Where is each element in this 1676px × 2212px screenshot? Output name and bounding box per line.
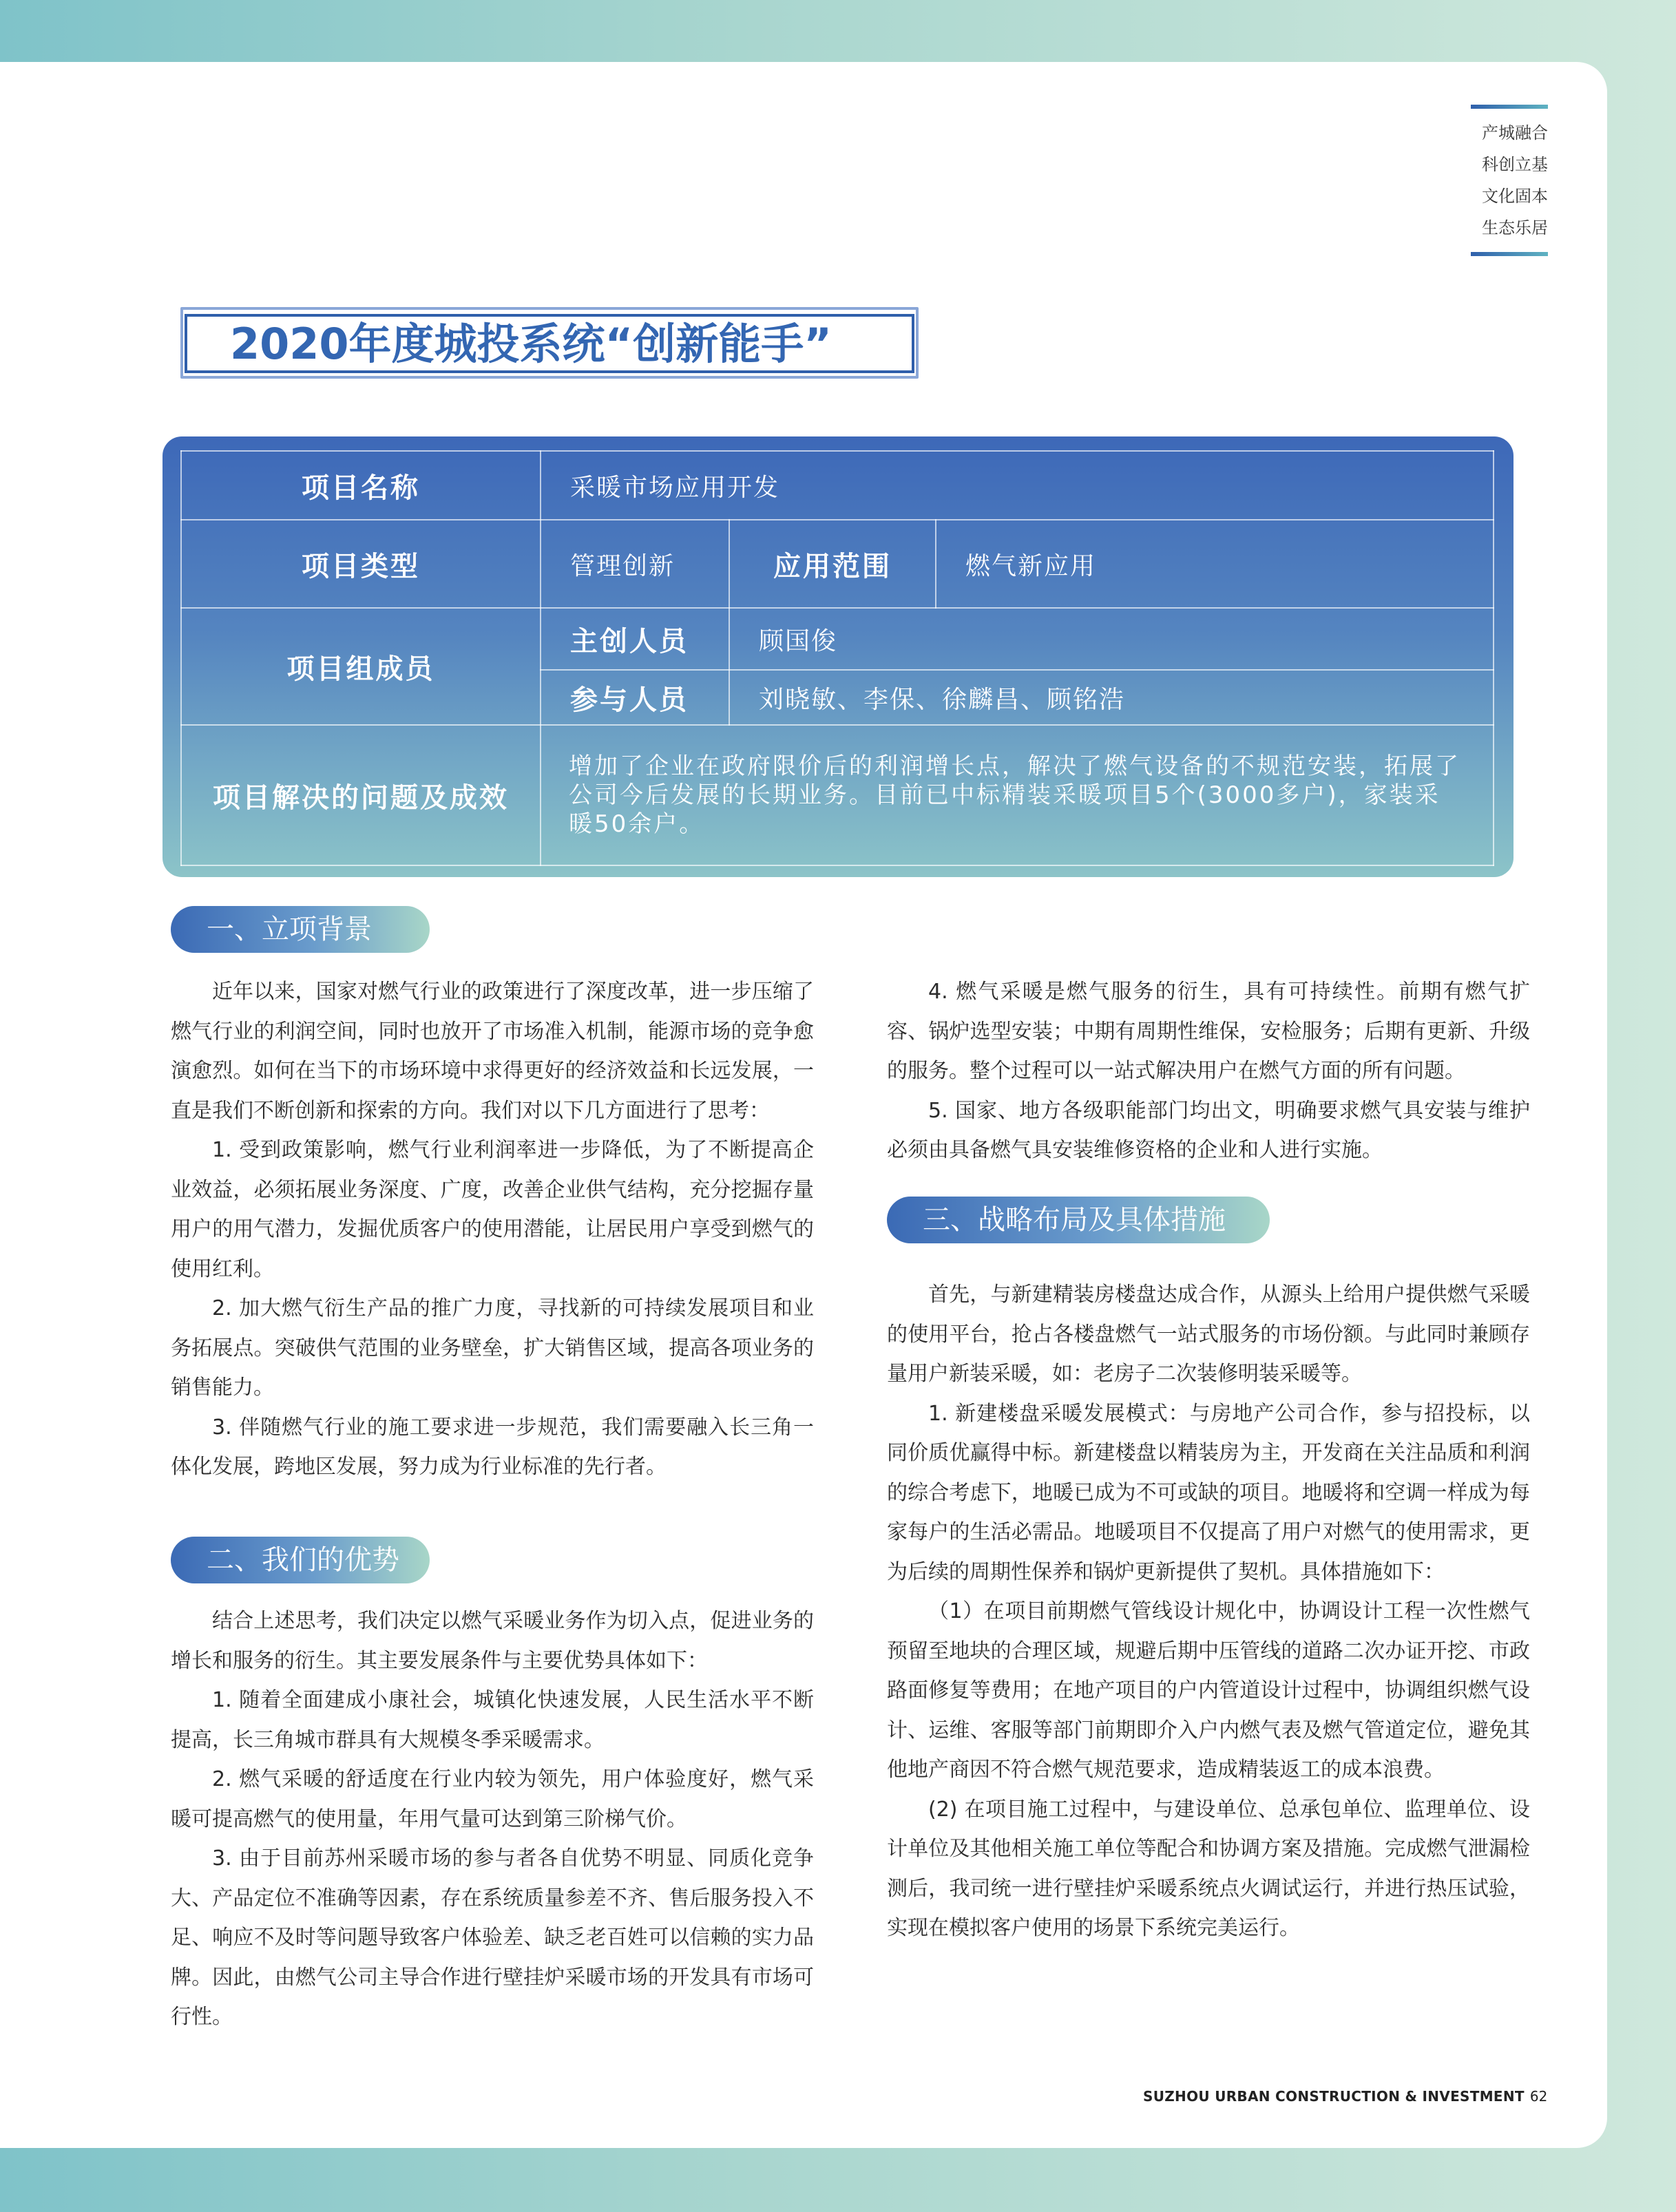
paragraph: 首先，与新建精装房楼盘达成合作，从源头上给用户提供燃气采暖的使用平台，抢占各楼盘燃气一站式服务的市场份额。与此同时兼顾存量用户新装采暖，如：老房子二次装修明装采暖等。: [887, 1283, 1530, 1386]
publication-name: SUZHOU URBAN CONSTRUCTION & INVESTMENT: [1143, 2088, 1525, 2105]
paragraph: 近年以来，国家对燃气行业的政策进行了深度改革，进一步压缩了燃气行业的利润空间，同时也放开了市场准入机制，能源市场的竞争愈演愈烈。如何在当下的市场环境中求得更好的经济效益和长远发展，一直是我们不断创新和探索的方向。我们对以下几方面进行了思考：: [171, 980, 814, 1123]
members-label: 项目组成员: [181, 608, 541, 725]
project-info-table: [180, 450, 1494, 866]
participants-label: 参与人员: [541, 670, 729, 725]
side-nav-item[interactable]: 科创立基: [1482, 155, 1548, 174]
table-row: [181, 725, 1494, 865]
page-footer: [1143, 2088, 1547, 2105]
paragraph: 1. 随着全面建成小康社会，城镇化快速发展，人民生活水平不断提高，长三角城市群具有大规模冬季采暖需求。: [171, 1688, 814, 1752]
paragraph: 1. 受到政策影响，燃气行业利润率进一步降低，为了不断提高企业效益，必须拓展业务深度、广度，改善企业供气结构，充分挖掘存量用户的用气潜力，发掘优质客户的使用潜能，让居民用户享受到燃气的使用红利。: [171, 1138, 814, 1281]
section-advantages-body-continued: [887, 972, 1530, 1170]
side-nav-bottom-bar: [1471, 252, 1548, 256]
table-row: [181, 608, 1494, 670]
paragraph: （1）在项目前期燃气管线设计规化中，协调设计工程一次性燃气预留至地块的合理区域，规避后期中压管线的道路二次办证开挖、市政路面修复等费用；在地产项目的户内管道设计过程中，协调组织燃气设计、运维、客服等部门前期即介入户内燃气表及燃气管道定位，避免其他地产商因不符合燃气规范要求，造成精装返工的成本浪费。: [887, 1599, 1530, 1782]
outcome-value: 增加了企业在政府限价后的利润增长点，解决了燃气设备的不规范安装，拓展了公司今后发展的长期业务。目前已中标精装采暖项目5个(3000多户)，家装采暖50余户。: [541, 725, 1494, 865]
paragraph: 结合上述思考，我们决定以燃气采暖业务作为切入点，促进业务的增长和服务的衍生。其主要发展条件与主要优势具体如下：: [171, 1609, 814, 1673]
page-title: 2020年度城投系统“创新能手”: [185, 314, 914, 373]
project-type-label: 项目类型: [181, 520, 541, 608]
table-row: [181, 451, 1494, 520]
section-heading-strategy: 三、战略布局及具体措施: [887, 1197, 1270, 1243]
section-advantages-body: [171, 1601, 814, 2037]
outcome-label: 项目解决的问题及成效: [181, 725, 541, 865]
side-nav-item[interactable]: 文化固本: [1482, 187, 1548, 206]
paragraph: 1. 新建楼盘采暖发展模式：与房地产公司合作，参与招投标，以同价质优赢得中标。新建楼盘以精装房为主，开发商在关注品质和利润的综合考虑下，地暖已成为不可或缺的项目。地暖将和空调一样成为每家每户的生活必需品。地暖项目不仅提高了用户对燃气的使用需求，更为后续的周期性保养和锅炉更新提供了契机。具体措施如下：: [887, 1401, 1530, 1584]
section-heading-background: 一、立项背景: [171, 906, 430, 953]
paragraph: (2) 在项目施工过程中，与建设单位、总承包单位、监理单位、设计单位及其他相关施工单位等配合和协调方案及措施。完成燃气泄漏检测后，我司统一进行壁挂炉采暖系统点火调试运行，并进行热压试验，实现在模拟客户使用的场景下系统完美运行。: [887, 1797, 1530, 1940]
scope-label: 应用范围: [729, 520, 936, 608]
paragraph: 5. 国家、地方各级职能部门均出文，明确要求燃气具安装与维护必须由具备燃气具安装维修资格的企业和人进行实施。: [887, 1098, 1530, 1162]
table-row: [181, 520, 1494, 608]
section-strategy-body: [887, 1275, 1530, 1948]
page-title-block: [180, 307, 919, 381]
lead-label: 主创人员: [541, 608, 729, 670]
paragraph: 2. 加大燃气衍生产品的推广力度，寻找新的可持续发展项目和业务拓展点。突破供气范围的业务壁垒，扩大销售区域，提高各项业务的销售能力。: [171, 1296, 814, 1400]
paragraph: 4. 燃气采暖是燃气服务的衍生，具有可持续性。前期有燃气扩容、锅炉选型安装；中期有周期性维保，安检服务；后期有更新、升级的服务。整个过程可以一站式解决用户在燃气方面的所有问题。: [887, 980, 1530, 1083]
lead-value: 顾国俊: [729, 608, 1494, 670]
project-type-value: 管理创新: [541, 520, 729, 608]
section-background-body: [171, 972, 814, 1487]
project-info-card: [163, 436, 1513, 877]
side-nav-top-bar: [1471, 105, 1548, 109]
project-name-value: 采暖市场应用开发: [541, 451, 1494, 520]
side-nav-item[interactable]: 生态乐居: [1482, 218, 1548, 238]
page-number: 62: [1529, 2088, 1548, 2105]
paragraph: 3. 伴随燃气行业的施工要求进一步规范，我们需要融入长三角一体化发展，跨地区发展，努力成为行业标准的先行者。: [171, 1415, 814, 1479]
paragraph: 3. 由于目前苏州采暖市场的参与者各自优势不明显、同质化竞争大、产品定位不准确等因素，存在系统质量参差不齐、售后服务投入不足、响应不及时等问题导致客户体验差、缺乏老百姓可以信赖的实力品牌。因此，由燃气公司主导合作进行壁挂炉采暖市场的开发具有市场可行性。: [171, 1846, 814, 2029]
participants-value: 刘晓敏、李保、徐麟昌、顾铭浩: [729, 670, 1494, 725]
side-nav-item[interactable]: 产城融合: [1482, 123, 1548, 143]
project-name-label: 项目名称: [181, 451, 541, 520]
side-nav: [1471, 105, 1548, 256]
scope-value: 燃气新应用: [936, 520, 1494, 608]
paragraph: 2. 燃气采暖的舒适度在行业内较为领先，用户体验度好，燃气采暖可提高燃气的使用量，年用气量可达到第三阶梯气价。: [171, 1767, 814, 1831]
section-heading-advantages: 二、我们的优势: [171, 1537, 430, 1583]
